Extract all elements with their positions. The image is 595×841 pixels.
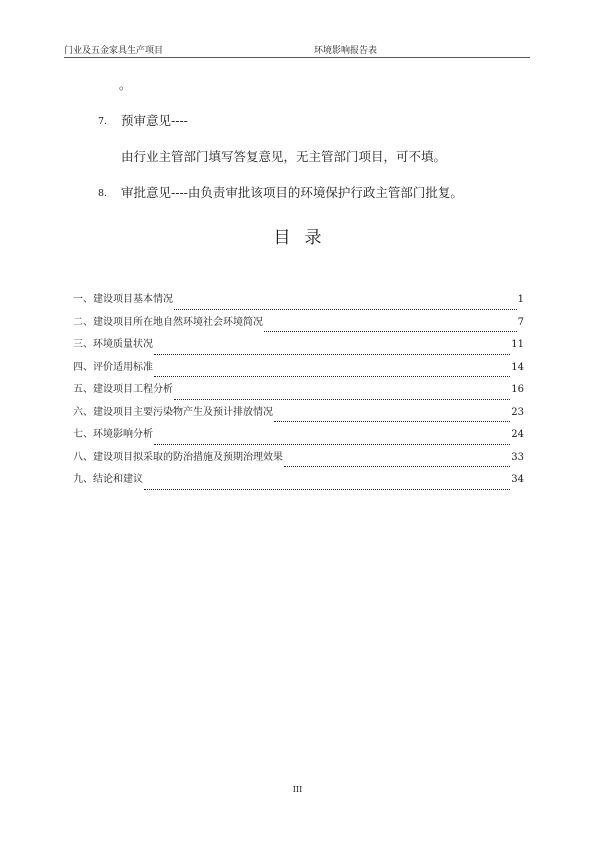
item-7-detail: 由行业主管部门填写答复意见，无主管部门项目，可不填。 — [121, 149, 447, 164]
toc-entry[interactable] — [73, 335, 524, 358]
item-8-number: 8. — [98, 188, 108, 199]
toc-entry[interactable] — [73, 448, 524, 471]
toc-entry-page: 7 — [517, 316, 524, 328]
item-8-text: 审批意见----由负责审批该项目的环境保护行政主管部门批复。 — [121, 185, 463, 200]
toc-entry-page: 24 — [511, 429, 524, 440]
header-project-name: 门业及五金家具生产项目 — [64, 46, 164, 56]
toc-entry[interactable] — [73, 425, 524, 448]
toc-entry-label: 九、结论和建议 — [73, 474, 143, 485]
toc-entry-label: 五、建设项目工程分析 — [73, 384, 173, 395]
toc-entry[interactable] — [73, 358, 524, 381]
toc-entry-page: 23 — [511, 406, 524, 418]
toc-title: 目录 — [273, 228, 336, 248]
toc-entry-label: 七、环境影响分析 — [73, 429, 153, 440]
toc-entry-label: 四、评价适用标准 — [73, 361, 153, 373]
toc-leader-dots — [154, 444, 510, 445]
toc-leader-dots — [264, 331, 517, 332]
toc-entry-label: 一、建设项目基本情况 — [73, 294, 173, 305]
toc-entry[interactable] — [73, 380, 524, 403]
header-report-type: 环境影响报告表 — [314, 46, 378, 56]
toc-entry[interactable] — [73, 403, 524, 426]
toc-entry-label: 三、环境质量状况 — [73, 339, 153, 350]
page-number: III — [292, 785, 303, 794]
toc-leader-dots — [144, 489, 510, 490]
toc-entry[interactable] — [73, 313, 524, 336]
toc-entry[interactable] — [73, 290, 524, 313]
toc-entry-label: 二、建设项目所在地自然环境社会环境简况 — [73, 316, 263, 328]
toc-leader-dots — [154, 354, 510, 355]
toc-entry-page: 14 — [511, 361, 524, 373]
toc-entry-page: 34 — [511, 474, 524, 485]
toc-entry[interactable] — [73, 470, 524, 493]
item-7-text: 预审意见---- — [121, 113, 188, 128]
toc-entry-label: 八、建设项目拟采取的防治措施及预期治理效果 — [73, 451, 283, 463]
toc-entry-page: 11 — [511, 339, 524, 350]
toc-leader-dots — [284, 466, 510, 467]
toc-entry-page: 1 — [517, 294, 524, 305]
toc-leader-dots — [154, 376, 510, 377]
page-header — [64, 43, 530, 58]
toc-leader-dots — [274, 421, 510, 422]
toc-leader-dots — [174, 309, 517, 310]
toc-leader-dots — [174, 399, 510, 400]
toc-entry-page: 33 — [511, 451, 524, 463]
toc-entry-label: 六、建设项目主要污染物产生及预计排放情况 — [73, 406, 273, 418]
table-of-contents — [73, 290, 524, 493]
item-7-number: 7. — [98, 116, 108, 127]
toc-entry-page: 16 — [511, 384, 524, 395]
continuation-mark: 。 — [119, 78, 132, 92]
